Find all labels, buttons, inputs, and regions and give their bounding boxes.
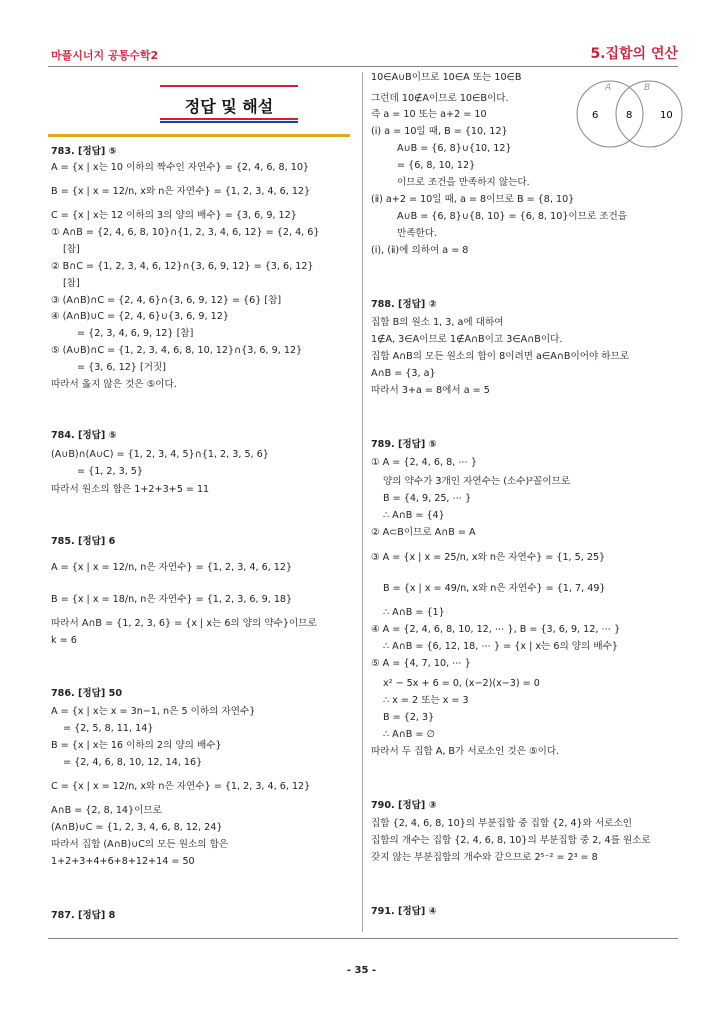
solution-line: B = {x | x = 49/n, x와 n은 자연수} = {1, 7, 49} [383, 583, 606, 594]
solution-line: 즉 a = 10 또는 a+2 = 10 [371, 109, 487, 120]
solution-line: ② B∩C = {1, 2, 3, 4, 6, 12}∩{3, 6, 9, 12} = {3, 6, 12} [51, 261, 314, 272]
problem-heading: 784. [정답] ⑤ [51, 430, 117, 441]
problem-heading: 787. [정답] 8 [51, 910, 116, 921]
solution-line: x² − 5x + 6 = 0, (x−2)(x−3) = 0 [383, 678, 540, 689]
solution-line: 이므로 조건을 만족하지 않는다. [397, 177, 530, 188]
solution-line: A = {x | x = 12/n, n은 자연수} = {1, 2, 3, 4, 6, 12} [51, 562, 293, 573]
solution-line: 집합 {2, 4, 6, 8, 10}의 부분집합 중 집합 {2, 4}와 서로소인 [371, 818, 633, 829]
solution-line: 1+2+3+4+6+8+12+14 = 50 [51, 856, 195, 867]
solution-line: ∴ x = 2 또는 x = 3 [383, 695, 469, 706]
gold-divider [48, 134, 350, 137]
solution-line: [참] [63, 278, 80, 289]
problem-heading: 786. [정답] 50 [51, 688, 123, 699]
header-chapter-title: 5.집합의 연산 [590, 46, 678, 62]
solution-line: B = {x | x = 12/n, x와 n은 자연수} = {1, 2, 3, 4, 6, 12} [51, 186, 311, 197]
solution-line: 따라서 두 집합 A, B가 서로소인 것은 ⑤이다. [371, 746, 560, 757]
footer-divider [48, 938, 678, 939]
solution-line: ∴ A∩B = {1} [383, 607, 445, 618]
problem-heading: 791. [정답] ④ [371, 906, 437, 917]
venn-label-a: A [605, 83, 612, 93]
solution-line: B = {4, 9, 25, ⋯ } [383, 493, 472, 504]
solution-line: ∴ A∩B = {4} [383, 510, 445, 521]
solution-line: ② A⊂B이므로 A∩B = A [371, 527, 476, 538]
title-red-rule-bottom [160, 118, 298, 120]
solution-line: 10∈A∪B이므로 10∈A 또는 10∈B [371, 72, 522, 83]
problem-heading: 790. [정답] ③ [371, 800, 437, 811]
problem-heading: 785. [정답] 6 [51, 536, 116, 547]
solution-line: ③ (A∩B)∩C = {2, 4, 6}∩{3, 6, 9, 12} = {6} [참] [51, 295, 282, 306]
solution-line: ∴ A∩B = ∅ [383, 729, 435, 740]
column-divider [362, 72, 363, 932]
solution-line: 따라서 3+a = 8에서 a = 5 [371, 385, 490, 396]
answer-title-box [160, 85, 298, 123]
problem-heading: 783. [정답] ⑤ [51, 146, 117, 157]
problem-heading: 788. [정답] ② [371, 299, 437, 310]
solution-line: A∪B = {6, 8}∪{10, 12} [397, 143, 512, 154]
venn-diagram [565, 78, 695, 150]
solution-line: C = {x | x는 12 이하의 3의 양의 배수} = {3, 6, 9, 12} [51, 210, 297, 221]
solution-line: A∩B = {2, 8, 14}이므로 [51, 805, 162, 816]
solution-line: (ⅰ) a = 10일 때, B = {10, 12} [371, 126, 508, 137]
problem-heading: 789. [정답] ⑤ [371, 439, 437, 450]
solution-line: ∴ A∩B = {6, 12, 18, ⋯ } = {x | x는 6의 양의 배수} [383, 641, 619, 652]
solution-line: A = {x | x는 x = 3n−1, n은 5 이하의 자연수} [51, 706, 256, 717]
solution-line: 그런데 10∉A이므로 10∈B이다. [371, 93, 509, 104]
title-red-rule [160, 85, 298, 87]
solution-line: 양의 약수가 3개인 자연수는 (소수)²꼴이므로 [383, 476, 571, 487]
solution-line: = {1, 2, 3, 5} [77, 466, 144, 477]
solution-line: 따라서 A∩B = {1, 2, 3, 6} = {x | x는 6의 양의 약수}이므로 [51, 618, 317, 629]
solution-line: 만족한다. [397, 228, 438, 239]
solution-line: (ⅱ) a+2 = 10일 때, a = 8이므로 B = {8, 10} [371, 194, 575, 205]
venn-label-b: B [644, 83, 651, 93]
solution-line: = {2, 4, 6, 8, 10, 12, 14, 16} [63, 757, 203, 768]
solution-line: k = 6 [51, 635, 77, 646]
solution-line: ③ A = {x | x = 25/n, x와 n은 자연수} = {1, 5, 25} [371, 552, 606, 563]
solution-line: 집합 A∩B의 모든 원소의 합이 8이려면 a∈A∩B이어야 하므로 [371, 351, 630, 362]
solution-line: 갖지 않는 부분집합의 개수와 같으므로 2⁵⁻² = 2³ = 8 [371, 852, 598, 863]
solution-line: 1∉A, 3∈A이므로 1∉A∩B이고 3∈A∩B이다. [371, 334, 563, 345]
solution-line: 집합 B의 원소 1, 3, a에 대하여 [371, 317, 504, 328]
solution-line: ① A = {2, 4, 6, 8, ⋯ } [371, 457, 478, 468]
solution-line: 따라서 집합 (A∩B)∪C의 모든 원소의 합은 [51, 839, 229, 850]
solution-line: 따라서 원소의 합은 1+2+3+5 = 11 [51, 484, 210, 495]
solution-line: = {2, 5, 8, 11, 14} [63, 723, 154, 734]
solution-line: = {6, 8, 10, 12} [397, 160, 476, 171]
solution-line: B = {x | x는 16 이하의 2의 양의 배수} [51, 740, 222, 751]
solution-line: B = {2, 3} [383, 712, 435, 723]
solution-line: ④ (A∩B)∪C = {2, 4, 6}∪{3, 6, 9, 12} [51, 311, 229, 322]
venn-value-right: 10 [660, 110, 673, 121]
solution-line: (A∪B)∩(A∪C) = {1, 2, 3, 4, 5}∩{1, 2, 3, 5, 6} [51, 449, 269, 460]
solution-line: (ⅰ), (ⅱ)에 의하여 a = 8 [371, 245, 469, 256]
header-divider [48, 66, 678, 67]
solution-line: (A∩B)∪C = {1, 2, 3, 4, 6, 8, 12, 24} [51, 822, 223, 833]
solution-line: A = {x | x는 10 이하의 짝수인 자연수} = {2, 4, 6, 8, 10} [51, 162, 310, 173]
solution-line: A∪B = {6, 8}∪{8, 10} = {6, 8, 10}이므로 조건을 [397, 211, 628, 222]
venn-value-left: 6 [592, 110, 599, 121]
page-number: - 35 - [346, 965, 377, 976]
solution-line: ① A∩B = {2, 4, 6, 8, 10}∩{1, 2, 3, 4, 6, 12} = {2, 4, 6} [51, 227, 320, 238]
header-book-title: 마플시너지 공통수학2 [51, 49, 159, 62]
title-blue-rule [160, 121, 298, 123]
solution-line: = {2, 3, 4, 6, 9, 12} [참] [77, 328, 194, 339]
page-title: 정답 및 해설 [184, 97, 274, 116]
solution-line: 따라서 옳지 않은 것은 ⑤이다. [51, 379, 177, 390]
solution-line: 집합의 개수는 집합 {2, 4, 6, 8, 10}의 부분집합 중 2, 4를 원소로 [371, 835, 651, 846]
solution-line: C = {x | x = 12/n, x와 n은 자연수} = {1, 2, 3, 4, 6, 12} [51, 781, 311, 792]
solution-line: B = {x | x = 18/n, n은 자연수} = {1, 2, 3, 6, 9, 18} [51, 594, 293, 605]
solution-line: [참] [63, 244, 80, 255]
solution-line: ④ A = {2, 4, 6, 8, 10, 12, ⋯ }, B = {3, 6, 9, 12, ⋯ } [371, 624, 621, 635]
solution-line: A∩B = {3, a} [371, 368, 436, 379]
solution-line: ⑤ A = {4, 7, 10, ⋯ } [371, 658, 471, 669]
venn-value-middle: 8 [626, 110, 633, 121]
solution-line: = {3, 6, 12} [거짓] [77, 362, 166, 373]
solution-line: ⑤ (A∪B)∩C = {1, 2, 3, 4, 6, 8, 10, 12}∩{3, 6, 9, 12} [51, 345, 303, 356]
